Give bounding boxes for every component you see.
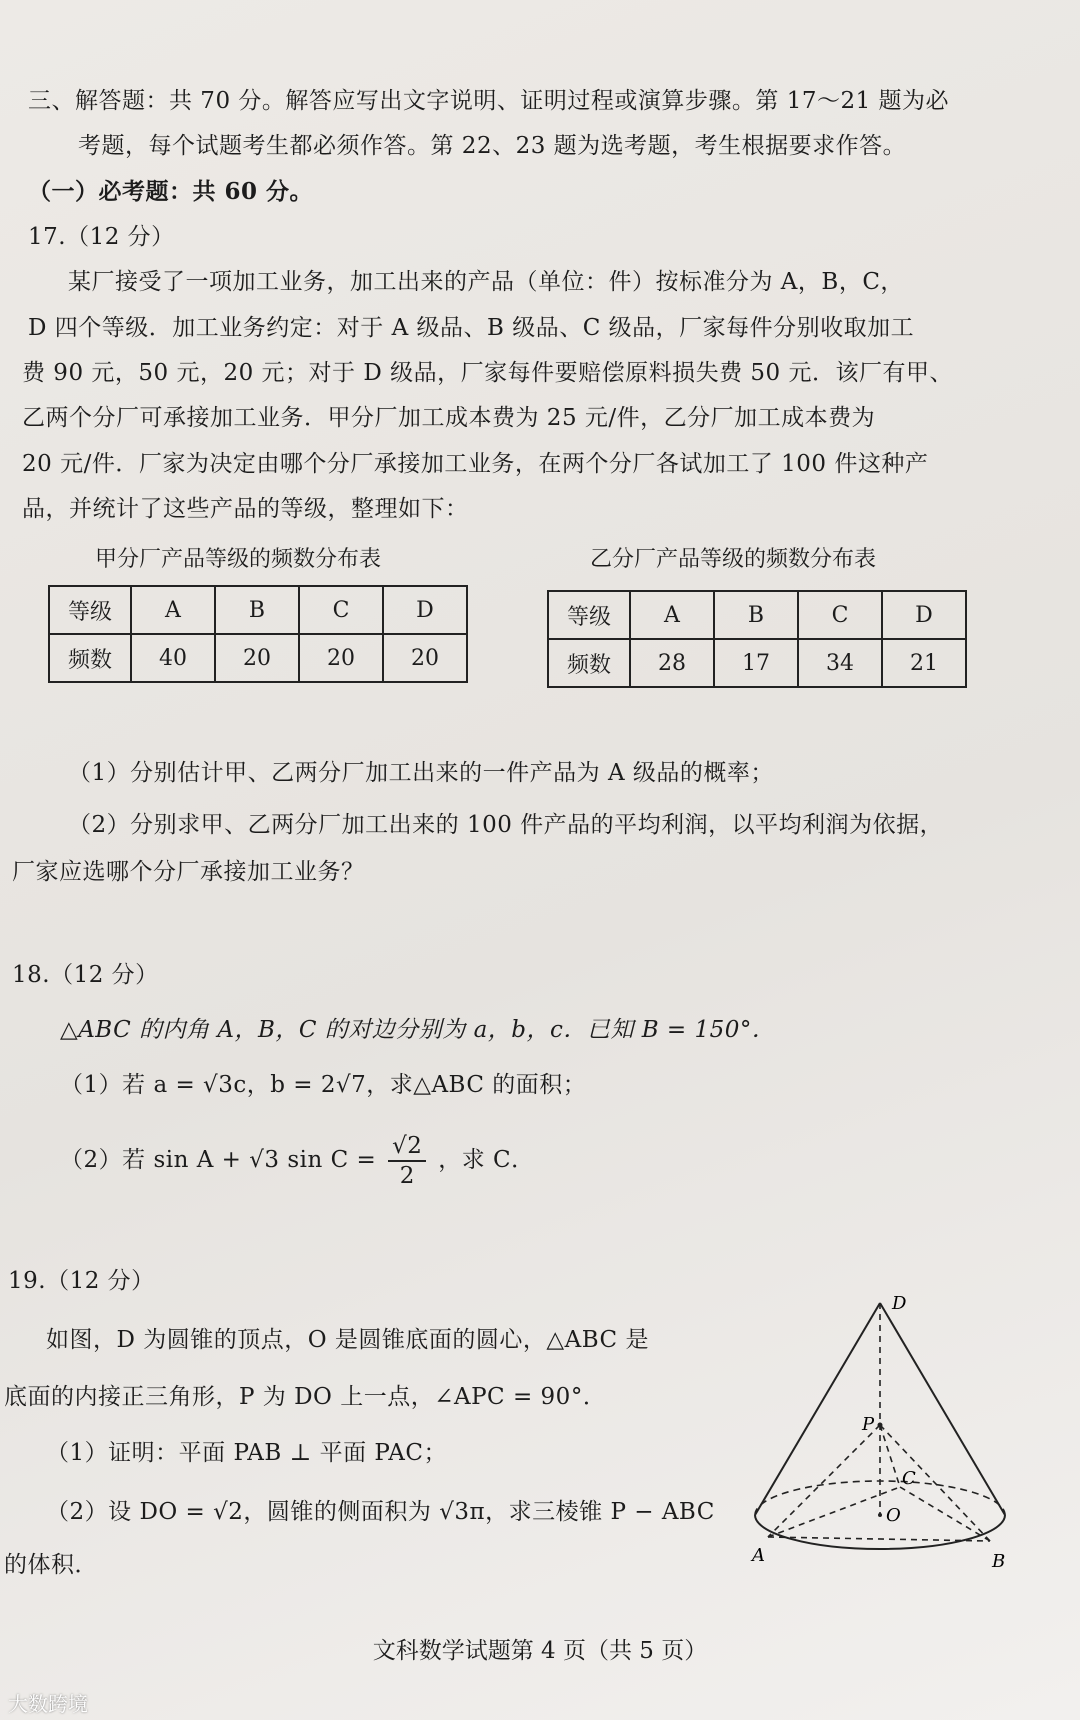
table-cell: 20 bbox=[299, 634, 383, 682]
label-O: O bbox=[886, 1505, 901, 1526]
edge-PA bbox=[768, 1425, 880, 1537]
section-sub-header: （一）必考题：共 60 分。 bbox=[28, 178, 314, 205]
table-cell: 28 bbox=[630, 639, 714, 687]
table-row bbox=[548, 639, 966, 687]
table-cell: 20 bbox=[215, 634, 299, 682]
q17-para-line: 乙两个分厂可承接加工业务．甲分厂加工成本费为 25 元/件，乙分厂加工成本费为 bbox=[22, 405, 876, 431]
q17-para-line: 品，并统计了这些产品的等级，整理如下： bbox=[22, 496, 469, 522]
table-cell: 40 bbox=[131, 634, 215, 682]
cone-base-back-arc bbox=[755, 1481, 1005, 1515]
frequency-table-yi bbox=[547, 590, 967, 688]
q17-para-line: 某厂接受了一项加工业务，加工出来的产品（单位：件）按标准分为 A，B，C， bbox=[68, 269, 904, 295]
edge-AB bbox=[768, 1537, 990, 1541]
cone-figure bbox=[740, 1285, 1040, 1575]
q17-part1: （1）分别估计甲、乙两分厂加工出来的一件产品为 A 级品的概率； bbox=[68, 760, 774, 786]
q17-part2-line2: 厂家应选哪个分厂承接加工业务？ bbox=[12, 859, 365, 885]
label-P: P bbox=[862, 1414, 875, 1435]
fraction-denominator: 2 bbox=[399, 1163, 415, 1189]
cone-base-front-arc bbox=[755, 1515, 1005, 1549]
q17-para-line: D 四个等级．加工业务约定：对于 A 级品、B 级品、C 级品，厂家每件分别收取加工 bbox=[28, 315, 915, 341]
table-cell: 21 bbox=[882, 639, 966, 687]
table-row bbox=[49, 634, 467, 682]
q18-number: 18.（12 分） bbox=[12, 962, 159, 988]
q18-stem: △ABC 的内角 A，B，C 的对边分别为 a，b，c．已知 B = 150°． bbox=[60, 1017, 776, 1043]
table-cell: 等级 bbox=[548, 591, 630, 639]
q18-part2-prefix: （2）若 sin A + √3 sin C = bbox=[60, 1147, 377, 1173]
table-a-caption: 甲分厂产品等级的频数分布表 bbox=[95, 547, 382, 572]
label-C: C bbox=[902, 1468, 916, 1489]
table-cell: D bbox=[882, 591, 966, 639]
cone-slant-left bbox=[755, 1303, 880, 1515]
q19-number: 19.（12 分） bbox=[8, 1268, 155, 1294]
table-cell: 频数 bbox=[548, 639, 630, 687]
edge-BC bbox=[900, 1487, 990, 1541]
section-header-line2: 考题，每个试题考生都必须作答。第 22、23 题为选考题，考生根据要求作答。 bbox=[78, 133, 907, 159]
table-cell: C bbox=[798, 591, 882, 639]
table-cell: B bbox=[714, 591, 798, 639]
section-header-line1: 三、解答题：共 70 分。解答应写出文字说明、证明过程或演算步骤。第 17～21 题为必 bbox=[28, 88, 950, 114]
table-cell: B bbox=[215, 586, 299, 634]
q18-part1: （1）若 a = √3c，b = 2√7，求△ABC 的面积； bbox=[60, 1072, 587, 1098]
edge-PC bbox=[880, 1425, 900, 1487]
q19-line1: 如图，D 为圆锥的顶点，O 是圆锥底面的圆心，△ABC 是 bbox=[46, 1327, 649, 1353]
q17-para-line: 费 90 元，50 元，20 元；对于 D 级品，厂家每件要赔偿原料损失费 50 元．该厂有甲、 bbox=[22, 360, 953, 386]
fraction bbox=[388, 1132, 426, 1190]
q19-line2: 底面的内接正三角形，P 为 DO 上一点，∠APC = 90°． bbox=[4, 1384, 607, 1410]
table-cell: A bbox=[131, 586, 215, 634]
table-b-caption: 乙分厂产品等级的频数分布表 bbox=[590, 547, 877, 572]
table-cell: 20 bbox=[383, 634, 467, 682]
table-row bbox=[49, 586, 467, 634]
fraction-numerator: √2 bbox=[388, 1132, 426, 1162]
label-B: B bbox=[992, 1551, 1006, 1572]
page-footer: 文科数学试题第 4 页（共 5 页） bbox=[372, 1638, 708, 1664]
table-cell: 17 bbox=[714, 639, 798, 687]
point-P bbox=[878, 1423, 883, 1428]
watermark: 大数跨境 bbox=[8, 1692, 88, 1716]
q18-part2 bbox=[60, 1128, 535, 1192]
table-cell: 等级 bbox=[49, 586, 131, 634]
label-A: A bbox=[752, 1545, 765, 1566]
q18-part2-suffix: ，求 C． bbox=[438, 1147, 535, 1173]
frequency-table-jia bbox=[48, 585, 468, 683]
cone-slant-right bbox=[880, 1303, 1005, 1515]
label-D: D bbox=[892, 1293, 907, 1314]
q17-number: 17.（12 分） bbox=[28, 224, 175, 250]
table-cell: C bbox=[299, 586, 383, 634]
table-cell: A bbox=[630, 591, 714, 639]
point-O bbox=[878, 1513, 882, 1517]
table-cell: D bbox=[383, 586, 467, 634]
table-cell: 34 bbox=[798, 639, 882, 687]
q17-part2-line1: （2）分别求甲、乙两分厂加工出来的 100 件产品的平均利润，以平均利润为依据， bbox=[68, 812, 944, 838]
q19-part2-line1: （2）设 DO = √2，圆锥的侧面积为 √3π，求三棱锥 P − ABC bbox=[46, 1499, 715, 1525]
table-row bbox=[548, 591, 966, 639]
q17-para-line: 20 元/件．厂家为决定由哪个分厂承接加工业务，在两个分厂各试加工了 100 件这种产 bbox=[22, 451, 929, 477]
table-cell: 频数 bbox=[49, 634, 131, 682]
q19-part2-line2: 的体积． bbox=[4, 1552, 98, 1578]
q19-part1: （1）证明：平面 PAB ⊥ 平面 PAC； bbox=[46, 1440, 447, 1466]
